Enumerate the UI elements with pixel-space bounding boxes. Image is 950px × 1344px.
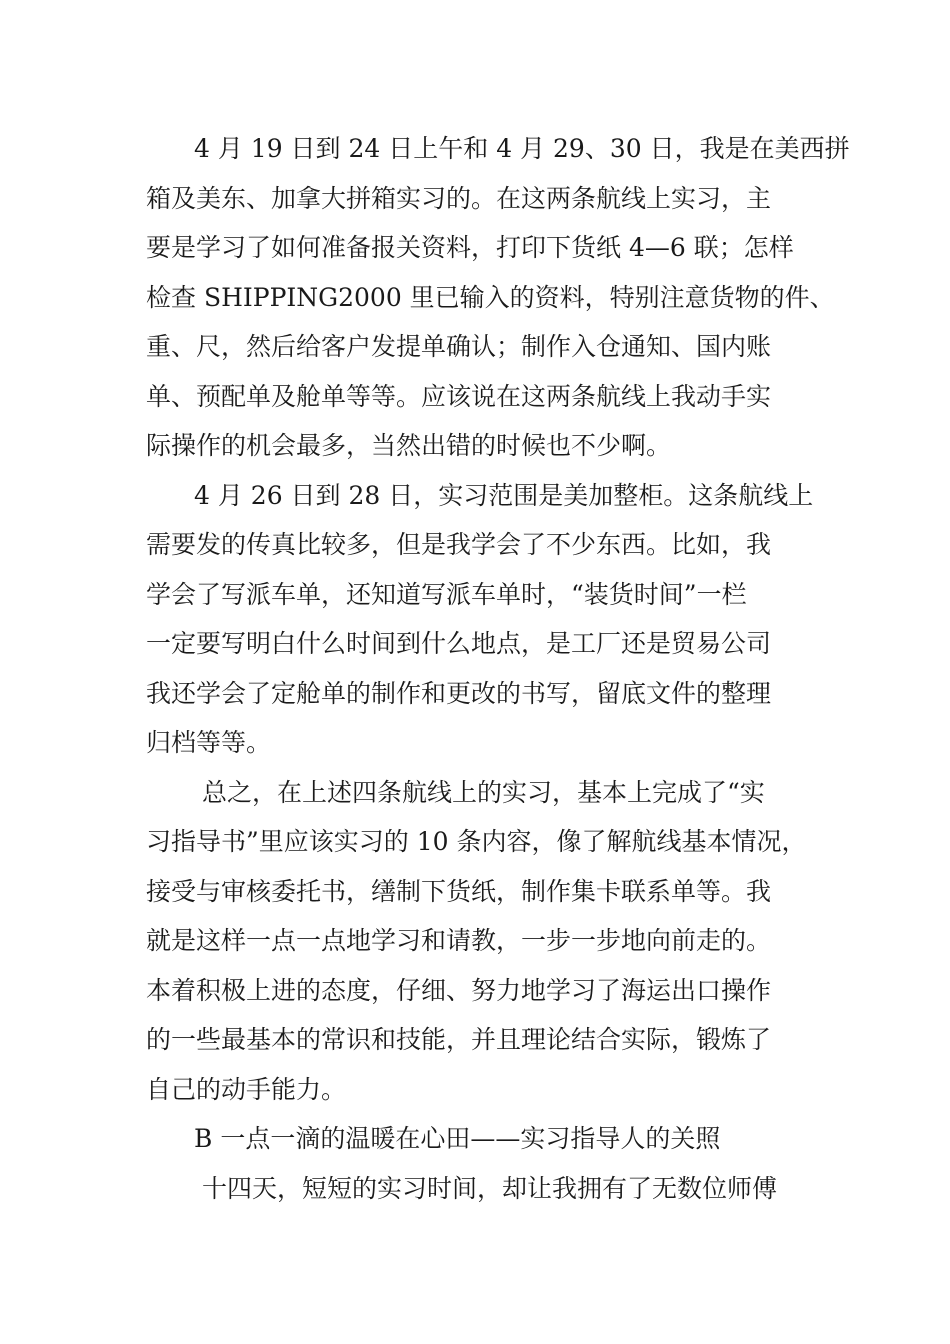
text-line: 我还学会了定舱单的制作和更改的书写，留底文件的整理 (146, 678, 772, 708)
section-heading (146, 1114, 826, 1164)
text-line: 重、尺，然后给客户发提单确认；制作入仓通知、国内账 (146, 332, 772, 361)
text-line: 需要发的传真比较多，但是我学会了不少东西。比如，我 (146, 530, 772, 559)
paragraph-3 (146, 768, 826, 1115)
text-line: 4 月 26 日到 28 日，实习范围是美加整柜。这条航线上 (194, 480, 814, 510)
text-line: 箱及美东、加拿大拼箱实习的。在这两条航线上实习，主 (146, 183, 772, 213)
text-line: 单、预配单及舱单等等。应该说在这两条航线上我动手实 (146, 381, 772, 411)
text-line: 自己的动手能力。 (146, 1074, 347, 1104)
text-line: 一定要写明白什么时间到什么地点，是工厂还是贸易公司 (146, 629, 772, 658)
text-line: 总之，在上述四条航线上的实习，基本上完成了“实 (202, 777, 765, 807)
document-body (146, 124, 850, 1213)
paragraph-2 (146, 471, 826, 768)
section-heading-text: B 一点一滴的温暖在心田——实习指导人的关照 (194, 1124, 721, 1153)
text-line: 归档等等。 (146, 728, 272, 757)
text-line: 要是学习了如何准备报关资料，打印下货纸 4—6 联；怎样 (146, 233, 794, 262)
text-line: 4 月 19 日到 24 日上午和 4 月 29、30 日，我是在美西拼 (194, 134, 850, 163)
paragraph-1 (146, 124, 850, 471)
text-line: 就是这样一点一点地学习和请教，一步一步地向前走的。 (146, 926, 772, 955)
text-line: 习指导书”里应该实习的 10 条内容，像了解航线基本情况， (146, 827, 807, 856)
text-line: 本着积极上进的态度，仔细、努力地学习了海运出口操作 (146, 975, 772, 1005)
text-line: 学会了写派车单，还知道写派车单时，“装货时间”一栏 (146, 579, 747, 609)
text-line: 检查 SHIPPING2000 里已输入的资料，特别注意货物的件、 (146, 282, 835, 312)
text-line: 接受与审核委托书，缮制下货纸，制作集卡联系单等。我 (146, 876, 772, 906)
text-line: 际操作的机会最多，当然出错的时候也不少啊。 (146, 431, 672, 460)
text-line: 的一些最基本的常识和技能，并且理论结合实际，锻炼了 (146, 1025, 772, 1054)
paragraph-4 (146, 1164, 826, 1214)
text-line: 十四天，短短的实习时间，却让我拥有了无数位师傅 (202, 1173, 778, 1203)
